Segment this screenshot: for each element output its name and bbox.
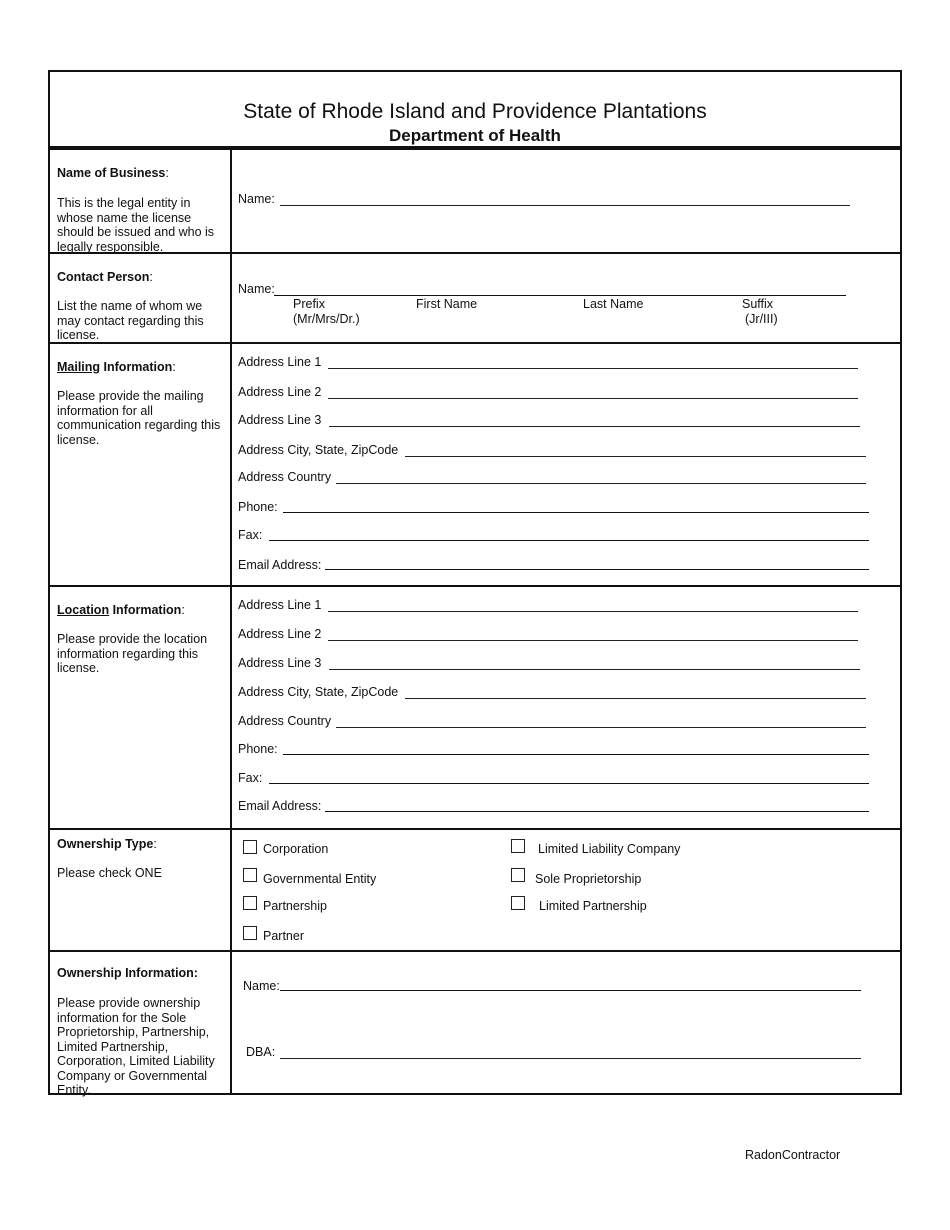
ownership-type-heading: Ownership Type: xyxy=(57,837,157,851)
ownership-type-section xyxy=(50,830,900,952)
mailing-description: Please provide the mailing information for all communication regarding this license. xyxy=(57,389,221,447)
mailing-address-line-2-input[interactable] xyxy=(328,398,858,399)
corporation-label: Corporation xyxy=(263,842,329,856)
mailing-city-state-zip-input[interactable] xyxy=(405,456,866,457)
contact-heading: Contact Person: xyxy=(57,270,153,284)
ownership-type-description: Please check ONE xyxy=(57,866,162,880)
location-email-input[interactable] xyxy=(325,811,869,812)
location-address-line-2-label: Address Line 2 xyxy=(238,627,322,641)
business-name-label: Name: xyxy=(238,192,275,206)
ownership-info-description: Please provide ownership information for the Sole Proprietorship, Partnership, Limited Partnership, Corporation, Limited Liability Company or Governmental Entity. xyxy=(57,996,215,1097)
mailing-section xyxy=(50,344,900,587)
limited-partnership-label: Limited Partnership xyxy=(539,899,647,913)
contact-section xyxy=(50,254,900,344)
location-email-label: Email Address: xyxy=(238,799,322,813)
partnership-label: Partnership xyxy=(263,899,327,913)
business-name-input[interactable] xyxy=(280,205,850,206)
contact-name-label: Name: xyxy=(238,282,275,296)
mailing-heading: Mailing Information: xyxy=(57,360,176,374)
location-description: Please provide the location information regarding this license. xyxy=(57,632,208,675)
location-address-line-2-input[interactable] xyxy=(328,640,858,641)
location-city-state-zip-input[interactable] xyxy=(405,698,866,699)
license-form xyxy=(48,70,902,1095)
location-section xyxy=(50,587,900,830)
partnership-checkbox[interactable] xyxy=(243,896,257,910)
partner-label: Partner xyxy=(263,929,304,943)
mailing-phone-input[interactable] xyxy=(283,512,869,513)
suffix-label: Suffix (Jr/III) xyxy=(742,297,778,326)
corporation-checkbox[interactable] xyxy=(243,840,257,854)
ownership-info-heading: Ownership Information: xyxy=(57,966,198,980)
business-heading: Name of Business: xyxy=(57,166,169,180)
mailing-address-line-3-label: Address Line 3 xyxy=(238,413,322,427)
owner-name-label: Name: xyxy=(243,979,280,993)
business-description: This is the legal entity in whose name the license should be issued and who is legally responsible. xyxy=(57,196,215,254)
contact-name-input[interactable] xyxy=(274,295,846,296)
location-fax-label: Fax: xyxy=(238,771,263,785)
first-name-label: First Name xyxy=(416,297,478,311)
mailing-address-line-1-label: Address Line 1 xyxy=(238,355,322,369)
governmental-entity-checkbox[interactable] xyxy=(243,868,257,882)
contact-description: List the name of whom we may contact regarding this license. xyxy=(57,299,204,342)
dba-input[interactable] xyxy=(280,1058,861,1059)
partner-checkbox[interactable] xyxy=(243,926,257,940)
mailing-address-line-2-label: Address Line 2 xyxy=(238,385,322,399)
governmental-entity-label: Governmental Entity xyxy=(263,872,377,886)
mailing-fax-input[interactable] xyxy=(269,540,869,541)
state-title: State of Rhode Island and Providence Plantations xyxy=(243,100,707,123)
location-city-state-zip-label: Address City, State, ZipCode xyxy=(238,685,399,699)
mailing-country-label: Address Country xyxy=(238,470,332,484)
prefix-label: Prefix (Mr/Mrs/Dr.) xyxy=(293,297,360,326)
department-title: Department of Health xyxy=(389,126,561,145)
mailing-address-line-1-input[interactable] xyxy=(328,368,858,369)
location-country-label: Address Country xyxy=(238,714,332,728)
form-code: RadonContractor xyxy=(745,1148,841,1162)
location-phone-label: Phone: xyxy=(238,742,278,756)
limited-partnership-checkbox[interactable] xyxy=(511,896,525,910)
location-fax-input[interactable] xyxy=(269,783,869,784)
location-address-line-1-label: Address Line 1 xyxy=(238,598,322,612)
mailing-city-state-zip-label: Address City, State, ZipCode xyxy=(238,443,399,457)
dba-label: DBA: xyxy=(246,1045,276,1059)
ownership-info-section xyxy=(50,952,900,1095)
location-phone-input[interactable] xyxy=(283,754,869,755)
sole-proprietorship-label: Sole Proprietorship xyxy=(535,872,642,886)
last-name-label: Last Name xyxy=(583,297,644,311)
mailing-country-input[interactable] xyxy=(336,483,866,484)
location-address-line-3-label: Address Line 3 xyxy=(238,656,322,670)
mailing-email-label: Email Address: xyxy=(238,558,322,572)
mailing-address-line-3-input[interactable] xyxy=(329,426,860,427)
location-address-line-3-input[interactable] xyxy=(329,669,860,670)
mailing-phone-label: Phone: xyxy=(238,500,278,514)
form-header xyxy=(50,72,900,150)
owner-name-input[interactable] xyxy=(280,990,861,991)
mailing-fax-label: Fax: xyxy=(238,528,263,542)
llc-label: Limited Liability Company xyxy=(538,842,681,856)
sole-proprietorship-checkbox[interactable] xyxy=(511,868,525,882)
business-section xyxy=(50,150,900,254)
location-address-line-1-input[interactable] xyxy=(328,611,858,612)
mailing-email-input[interactable] xyxy=(325,569,869,570)
location-country-input[interactable] xyxy=(336,727,866,728)
llc-checkbox[interactable] xyxy=(511,839,525,853)
location-heading: Location Information: xyxy=(57,603,185,617)
